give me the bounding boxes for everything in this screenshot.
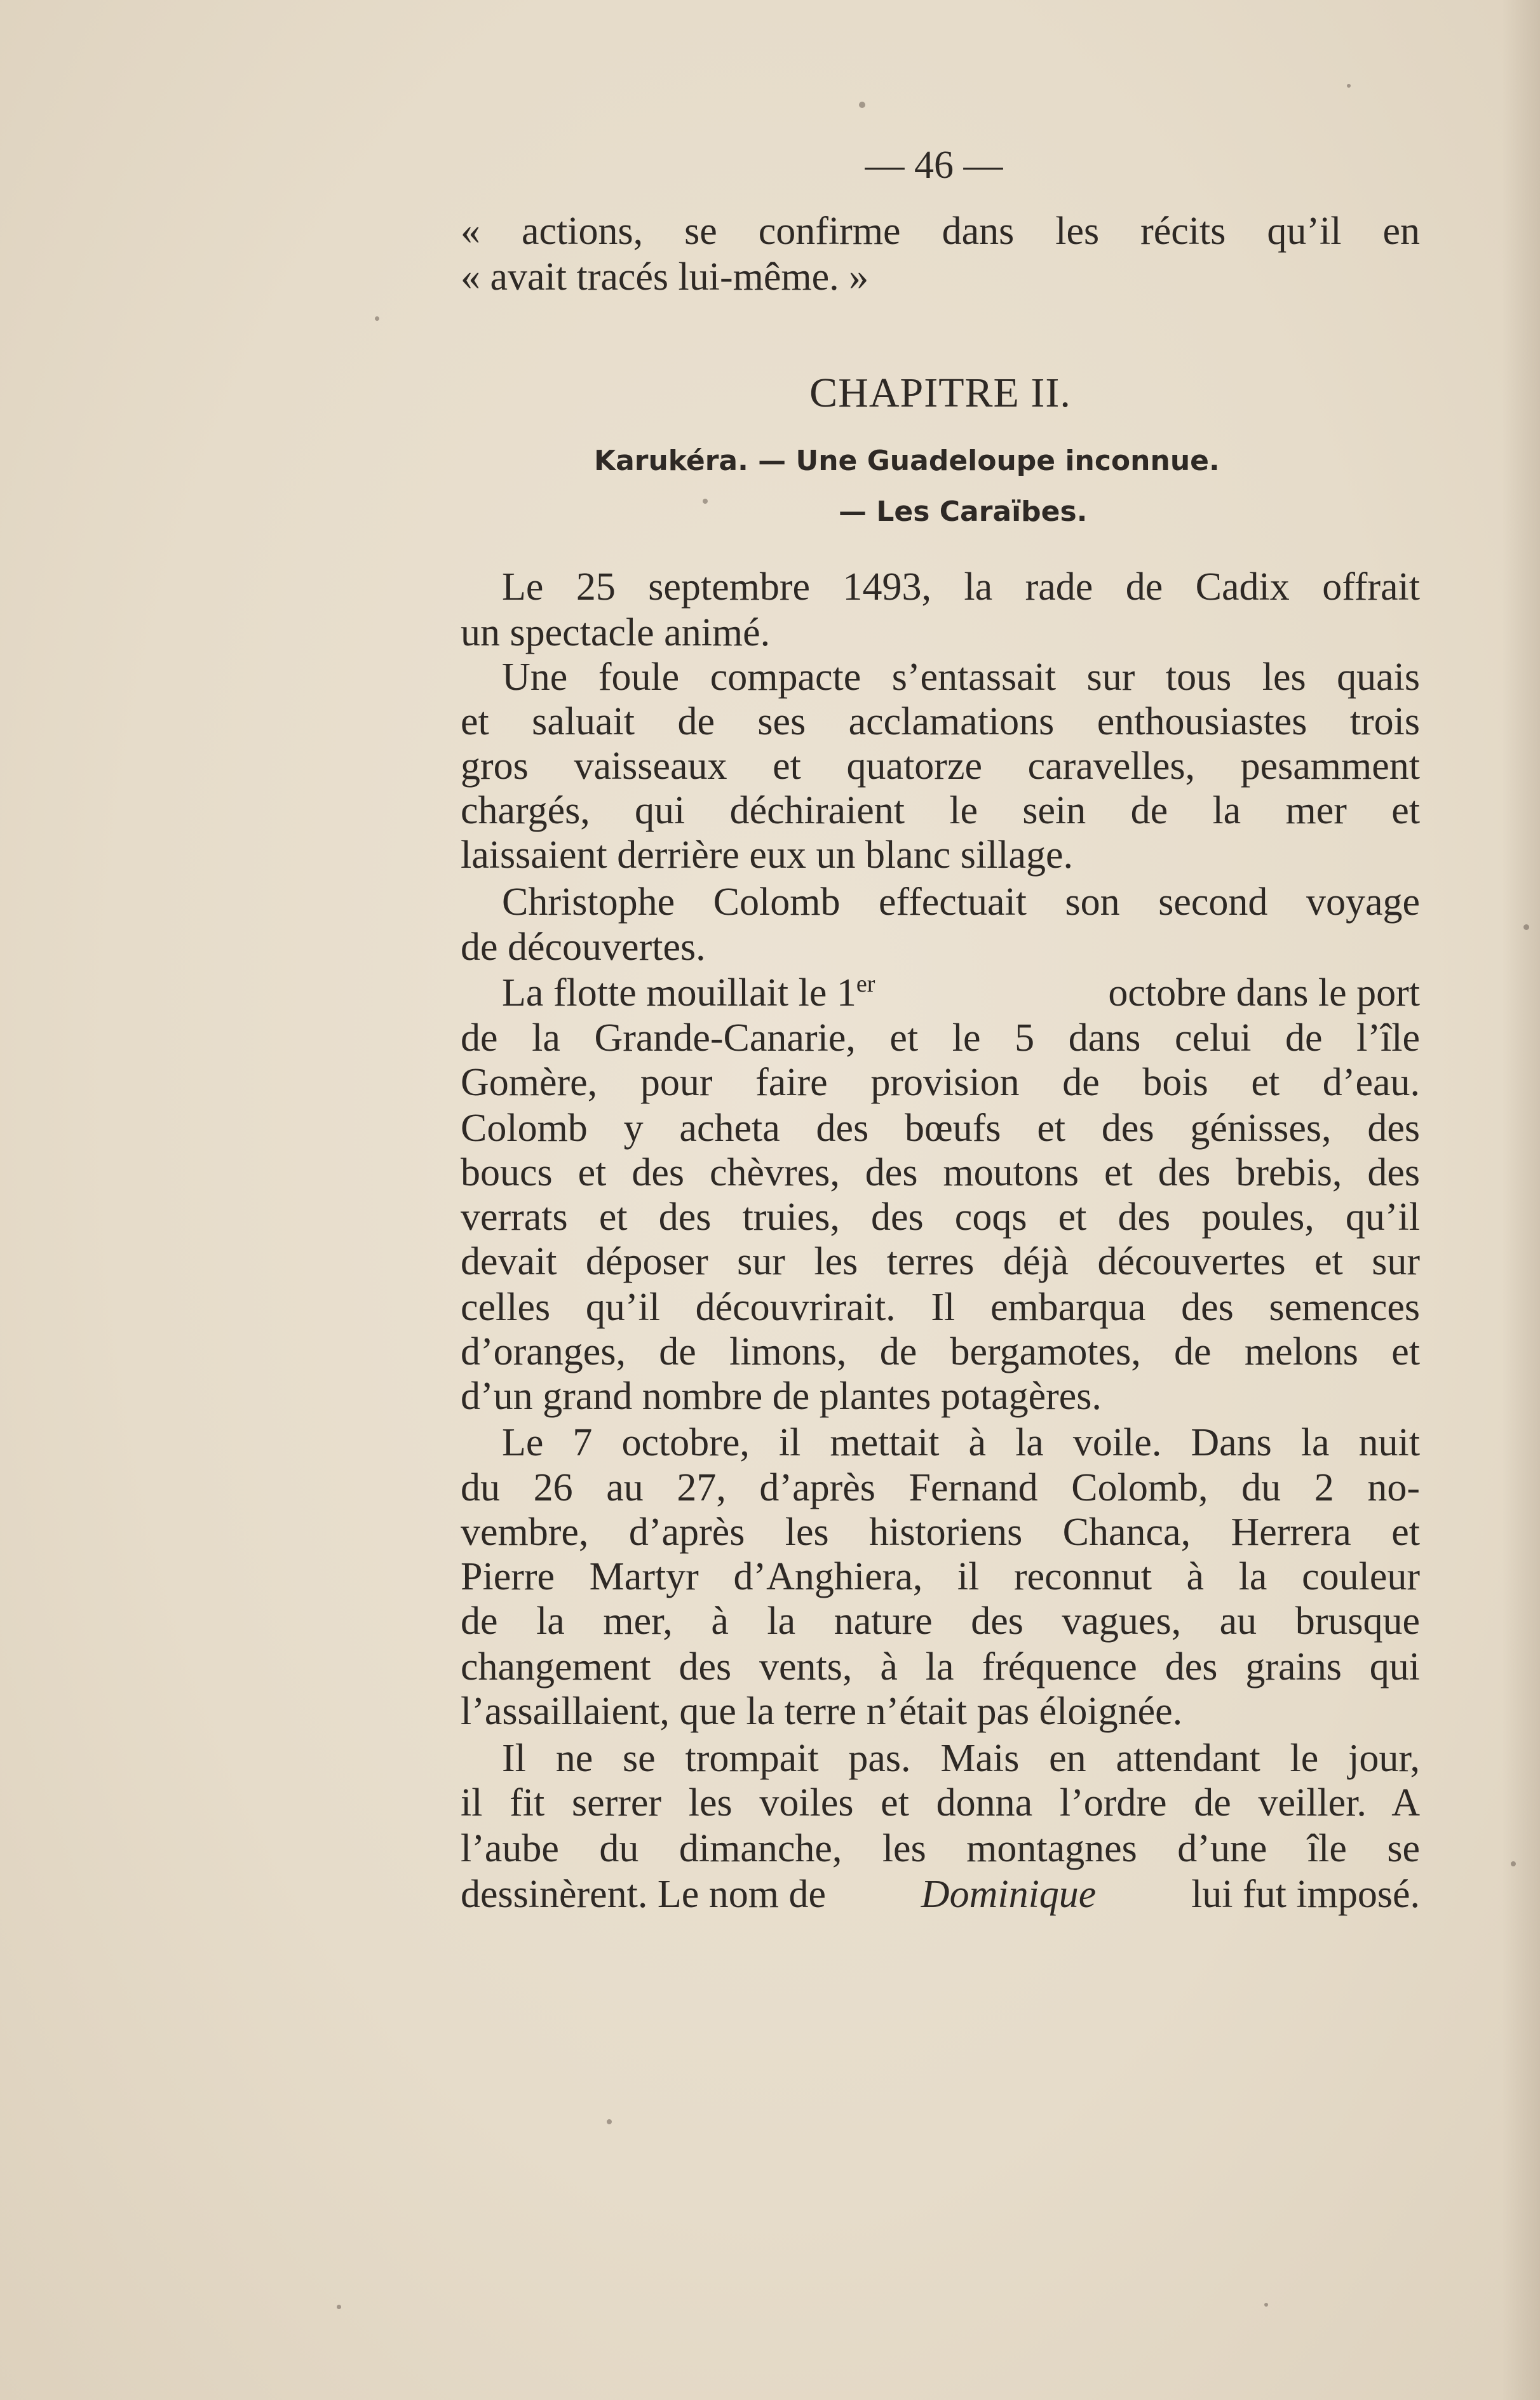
superscript-ordinal: er [856,971,875,997]
paragraph-line: verrats et des truies, des coqs et des poules, qu’il [461,1196,1420,1239]
paragraph-line: vembre, d’après les historiens Chanca, Herrera et [461,1511,1420,1554]
paragraph-line: et saluait de ses acclamations enthousiastes trois [461,700,1420,743]
paragraph-line: gros vaisseaux et quatorze caravelles, pesamment [461,745,1420,788]
paragraph-line: de découvertes. [461,926,706,969]
paper-speck [607,2119,612,2124]
paper-speck [337,2305,341,2309]
text-segment: dessinèrent. Le nom de [461,1873,827,1916]
chapter-subtitle: — Les Caraïbes. [839,496,1088,528]
paragraph-line: boucs et des chèvres, des moutons et des brebis, des [461,1151,1420,1194]
page-edge-shadow [1502,0,1540,2400]
paragraph-line: celles qu’il découvrirait. Il embarqua des semences [461,1286,1420,1329]
paragraph-line: Pierre Martyr d’Anghiera, il reconnut à la couleur [461,1555,1420,1598]
paper-speck [1523,924,1529,930]
paragraph-line [502,970,1420,1016]
paragraph-line: l’assaillaient, que la terre n’était pas éloignée. [461,1690,1183,1733]
paper-speck [859,102,865,108]
paragraph-line: Le 25 septembre 1493, la rade de Cadix offrait [502,565,1420,609]
paragraph-line: de la mer, à la nature des vagues, au brusque [461,1600,1420,1643]
paragraph-line: de la Grande-Canarie, et le 5 dans celui de l’île [461,1016,1420,1060]
paragraph-line: devait déposer sur les terres déjà découvertes et sur [461,1240,1420,1283]
paragraph-line: il fit serrer les voiles et donna l’ordre de veiller. A [461,1781,1420,1824]
paper-speck [1264,2303,1268,2307]
paragraph-line [461,1871,1420,1917]
paragraph-line: Gomère, pour faire provision de bois et d’eau. [461,1061,1420,1104]
paragraph-line: un spectacle animé. [461,611,771,654]
paragraph-line: Le 7 octobre, il mettait à la voile. Dans la nuit [502,1421,1420,1464]
paragraph-line: Colomb y acheta des bœufs et des génisses, des [461,1107,1420,1150]
paragraph-line: laissaient derrière eux un blanc sillage. [461,833,1074,877]
text-segment: La flotte mouillait le 1er [502,971,875,1015]
text-segment: lui fut imposé. [1191,1873,1420,1916]
paragraph-line: Une foule compacte s’entassait sur tous les quais [502,656,1420,699]
paragraph-line: Il ne se trompait pas. Mais en attendant le jour, [502,1737,1420,1780]
paragraph-line: Christophe Colomb effectuait son second voyage [502,880,1420,924]
text-segment: octobre dans le port [1108,971,1420,1015]
quote-line: « avait tracés lui-même. » [461,255,869,299]
chapter-subtitle: Karukéra. — Une Guadeloupe inconnue. [594,445,1220,477]
page-number: — 46 — [865,144,1003,187]
paper-speck [375,316,379,321]
paragraph-line: changement des vents, à la fréquence des grains qui [461,1645,1420,1689]
paper-speck [1511,1861,1516,1866]
italic-name: Dominique [921,1873,1097,1916]
paragraph-line: d’un grand nombre de plantes potagères. [461,1375,1102,1418]
paragraph-line: du 26 au 27, d’après Fernand Colomb, du 2 no- [461,1466,1420,1509]
paragraph-line: chargés, qui déchiraient le sein de la mer et [461,789,1420,832]
quote-line: « actions, se confirme dans les récits qu’il en [461,210,1420,253]
paper-speck [703,499,708,504]
paragraph-line: d’oranges, de limons, de bergamotes, de melons et [461,1330,1420,1373]
paper-speck [1347,84,1351,88]
chapter-title: CHAPITRE II. [809,370,1071,416]
paragraph-line: l’aube du dimanche, les montagnes d’une île se [461,1827,1420,1870]
